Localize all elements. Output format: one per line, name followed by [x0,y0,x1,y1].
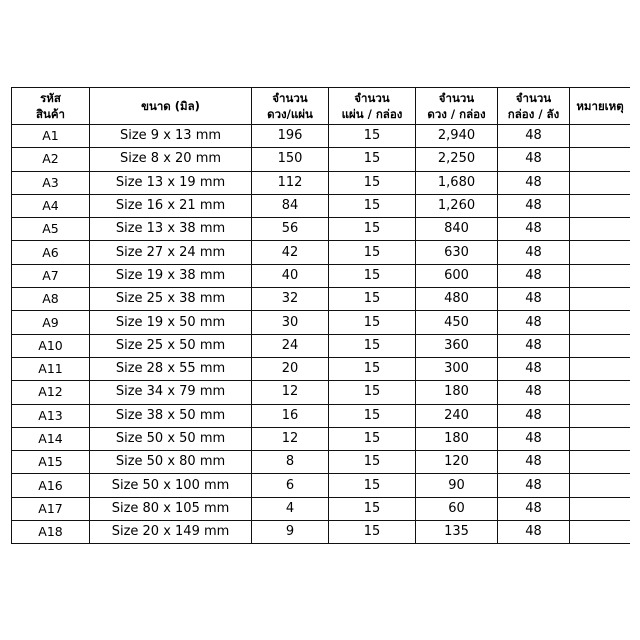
cell-per-sheet: 32 [252,288,329,311]
cell-size: Size 50 x 50 mm [90,427,252,450]
cell-product-code: A2 [12,148,90,171]
header-boxes-per-carton-line2: กล่อง / ลัง [507,107,560,121]
cell-product-code: A18 [12,521,90,544]
table-row [12,427,631,450]
cell-per-sheet: 56 [252,218,329,241]
cell-pieces-per-box: 300 [416,357,498,380]
cell-boxes-per-carton: 48 [498,381,570,404]
cell-pieces-per-box: 180 [416,427,498,450]
cell-boxes-per-carton: 48 [498,264,570,287]
cell-pieces-per-box: 120 [416,451,498,474]
table-body [12,125,631,544]
cell-pieces-per-box: 2,250 [416,148,498,171]
cell-sheets-per-box: 15 [329,218,416,241]
cell-sheets-per-box: 15 [329,497,416,520]
cell-boxes-per-carton: 48 [498,171,570,194]
cell-boxes-per-carton: 48 [498,125,570,148]
table-row [12,218,631,241]
cell-product-code: A10 [12,334,90,357]
cell-product-code: A12 [12,381,90,404]
table-row [12,357,631,380]
cell-boxes-per-carton: 48 [498,218,570,241]
cell-product-code: A5 [12,218,90,241]
cell-remarks [570,125,631,148]
cell-per-sheet: 42 [252,241,329,264]
cell-remarks [570,381,631,404]
cell-sheets-per-box: 15 [329,474,416,497]
cell-sheets-per-box: 15 [329,171,416,194]
cell-sheets-per-box: 15 [329,288,416,311]
cell-per-sheet: 30 [252,311,329,334]
cell-product-code: A16 [12,474,90,497]
cell-size: Size 13 x 19 mm [90,171,252,194]
cell-product-code: A9 [12,311,90,334]
cell-boxes-per-carton: 48 [498,148,570,171]
cell-remarks [570,427,631,450]
cell-per-sheet: 24 [252,334,329,357]
cell-boxes-per-carton: 48 [498,521,570,544]
header-pieces-per-box-line1: จำนวน [438,91,475,105]
cell-pieces-per-box: 60 [416,497,498,520]
cell-size: Size 28 x 55 mm [90,357,252,380]
cell-pieces-per-box: 2,940 [416,125,498,148]
cell-sheets-per-box: 15 [329,194,416,217]
cell-boxes-per-carton: 48 [498,451,570,474]
cell-sheets-per-box: 15 [329,451,416,474]
cell-sheets-per-box: 15 [329,241,416,264]
cell-pieces-per-box: 240 [416,404,498,427]
cell-boxes-per-carton: 48 [498,194,570,217]
cell-product-code: A14 [12,427,90,450]
cell-product-code: A15 [12,451,90,474]
cell-remarks [570,311,631,334]
table-row [12,148,631,171]
table-row [12,497,631,520]
cell-size: Size 20 x 149 mm [90,521,252,544]
cell-size: Size 25 x 38 mm [90,288,252,311]
cell-per-sheet: 112 [252,171,329,194]
cell-pieces-per-box: 360 [416,334,498,357]
cell-size: Size 19 x 38 mm [90,264,252,287]
table-row [12,451,631,474]
cell-boxes-per-carton: 48 [498,334,570,357]
header-per-sheet-line2: ดวง/แผ่น [267,107,313,121]
cell-sheets-per-box: 15 [329,357,416,380]
cell-sheets-per-box: 15 [329,311,416,334]
cell-remarks [570,194,631,217]
table-row [12,171,631,194]
cell-remarks [570,288,631,311]
cell-sheets-per-box: 15 [329,381,416,404]
header-per-sheet-line1: จำนวน [272,91,308,105]
cell-size: Size 50 x 100 mm [90,474,252,497]
cell-remarks [570,334,631,357]
header-product-code-line1: รหัส [40,91,61,105]
cell-pieces-per-box: 1,680 [416,171,498,194]
cell-per-sheet: 196 [252,125,329,148]
cell-boxes-per-carton: 48 [498,357,570,380]
table-row [12,264,631,287]
cell-size: Size 50 x 80 mm [90,451,252,474]
cell-size: Size 38 x 50 mm [90,404,252,427]
cell-pieces-per-box: 180 [416,381,498,404]
cell-remarks [570,357,631,380]
cell-per-sheet: 40 [252,264,329,287]
header-row [12,88,631,125]
cell-boxes-per-carton: 48 [498,241,570,264]
table-row [12,381,631,404]
cell-sheets-per-box: 15 [329,264,416,287]
table-row [12,288,631,311]
header-remarks [570,88,631,125]
cell-per-sheet: 4 [252,497,329,520]
table-row [12,334,631,357]
cell-size: Size 16 x 21 mm [90,194,252,217]
cell-per-sheet: 20 [252,357,329,380]
table-row [12,311,631,334]
cell-remarks [570,218,631,241]
cell-pieces-per-box: 600 [416,264,498,287]
cell-size: Size 34 x 79 mm [90,381,252,404]
label-size-table [11,87,630,544]
cell-product-code: A13 [12,404,90,427]
cell-per-sheet: 150 [252,148,329,171]
cell-product-code: A8 [12,288,90,311]
table-row [12,521,631,544]
cell-boxes-per-carton: 48 [498,474,570,497]
cell-sheets-per-box: 15 [329,521,416,544]
cell-per-sheet: 8 [252,451,329,474]
cell-product-code: A6 [12,241,90,264]
cell-pieces-per-box: 90 [416,474,498,497]
header-per-sheet [252,88,329,125]
table-row [12,241,631,264]
header-product-code-line2: สินค้า [35,107,66,121]
table-header [12,88,631,125]
cell-remarks [570,148,631,171]
cell-per-sheet: 84 [252,194,329,217]
cell-per-sheet: 6 [252,474,329,497]
cell-pieces-per-box: 630 [416,241,498,264]
label-size-table-sheet [11,87,630,565]
header-sheets-per-box [329,88,416,125]
cell-boxes-per-carton: 48 [498,427,570,450]
cell-size: Size 8 x 20 mm [90,148,252,171]
cell-per-sheet: 16 [252,404,329,427]
cell-remarks [570,404,631,427]
cell-size: Size 13 x 38 mm [90,218,252,241]
cell-product-code: A7 [12,264,90,287]
cell-product-code: A11 [12,357,90,380]
cell-pieces-per-box: 450 [416,311,498,334]
cell-remarks [570,521,631,544]
header-boxes-per-carton [498,88,570,125]
cell-product-code: A1 [12,125,90,148]
table-row [12,125,631,148]
cell-sheets-per-box: 15 [329,334,416,357]
cell-size: Size 25 x 50 mm [90,334,252,357]
cell-remarks [570,497,631,520]
cell-per-sheet: 12 [252,427,329,450]
header-size [90,88,252,125]
cell-per-sheet: 9 [252,521,329,544]
cell-pieces-per-box: 840 [416,218,498,241]
cell-size: Size 19 x 50 mm [90,311,252,334]
cell-remarks [570,474,631,497]
cell-boxes-per-carton: 48 [498,311,570,334]
cell-remarks [570,171,631,194]
cell-boxes-per-carton: 48 [498,497,570,520]
cell-size: Size 9 x 13 mm [90,125,252,148]
cell-sheets-per-box: 15 [329,404,416,427]
header-sheets-per-box-line2: แผ่น / กล่อง [341,107,403,121]
cell-per-sheet: 12 [252,381,329,404]
cell-remarks [570,451,631,474]
cell-size: Size 27 x 24 mm [90,241,252,264]
cell-sheets-per-box: 15 [329,148,416,171]
table-row [12,404,631,427]
cell-boxes-per-carton: 48 [498,288,570,311]
header-boxes-per-carton-line1: จำนวน [515,91,552,105]
cell-remarks [570,241,631,264]
cell-pieces-per-box: 480 [416,288,498,311]
cell-size: Size 80 x 105 mm [90,497,252,520]
header-sheets-per-box-line1: จำนวน [354,91,390,105]
cell-product-code: A3 [12,171,90,194]
header-product-code [12,88,90,125]
header-remarks-label: หมายเหตุ [576,99,624,113]
header-pieces-per-box-line2: ดวง / กล่อง [427,107,486,121]
cell-pieces-per-box: 1,260 [416,194,498,217]
header-size-label: ขนาด (มิล) [141,99,200,113]
cell-product-code: A17 [12,497,90,520]
table-row [12,474,631,497]
cell-sheets-per-box: 15 [329,427,416,450]
cell-sheets-per-box: 15 [329,125,416,148]
header-pieces-per-box [416,88,498,125]
cell-product-code: A4 [12,194,90,217]
table-row [12,194,631,217]
cell-pieces-per-box: 135 [416,521,498,544]
cell-boxes-per-carton: 48 [498,404,570,427]
cell-remarks [570,264,631,287]
